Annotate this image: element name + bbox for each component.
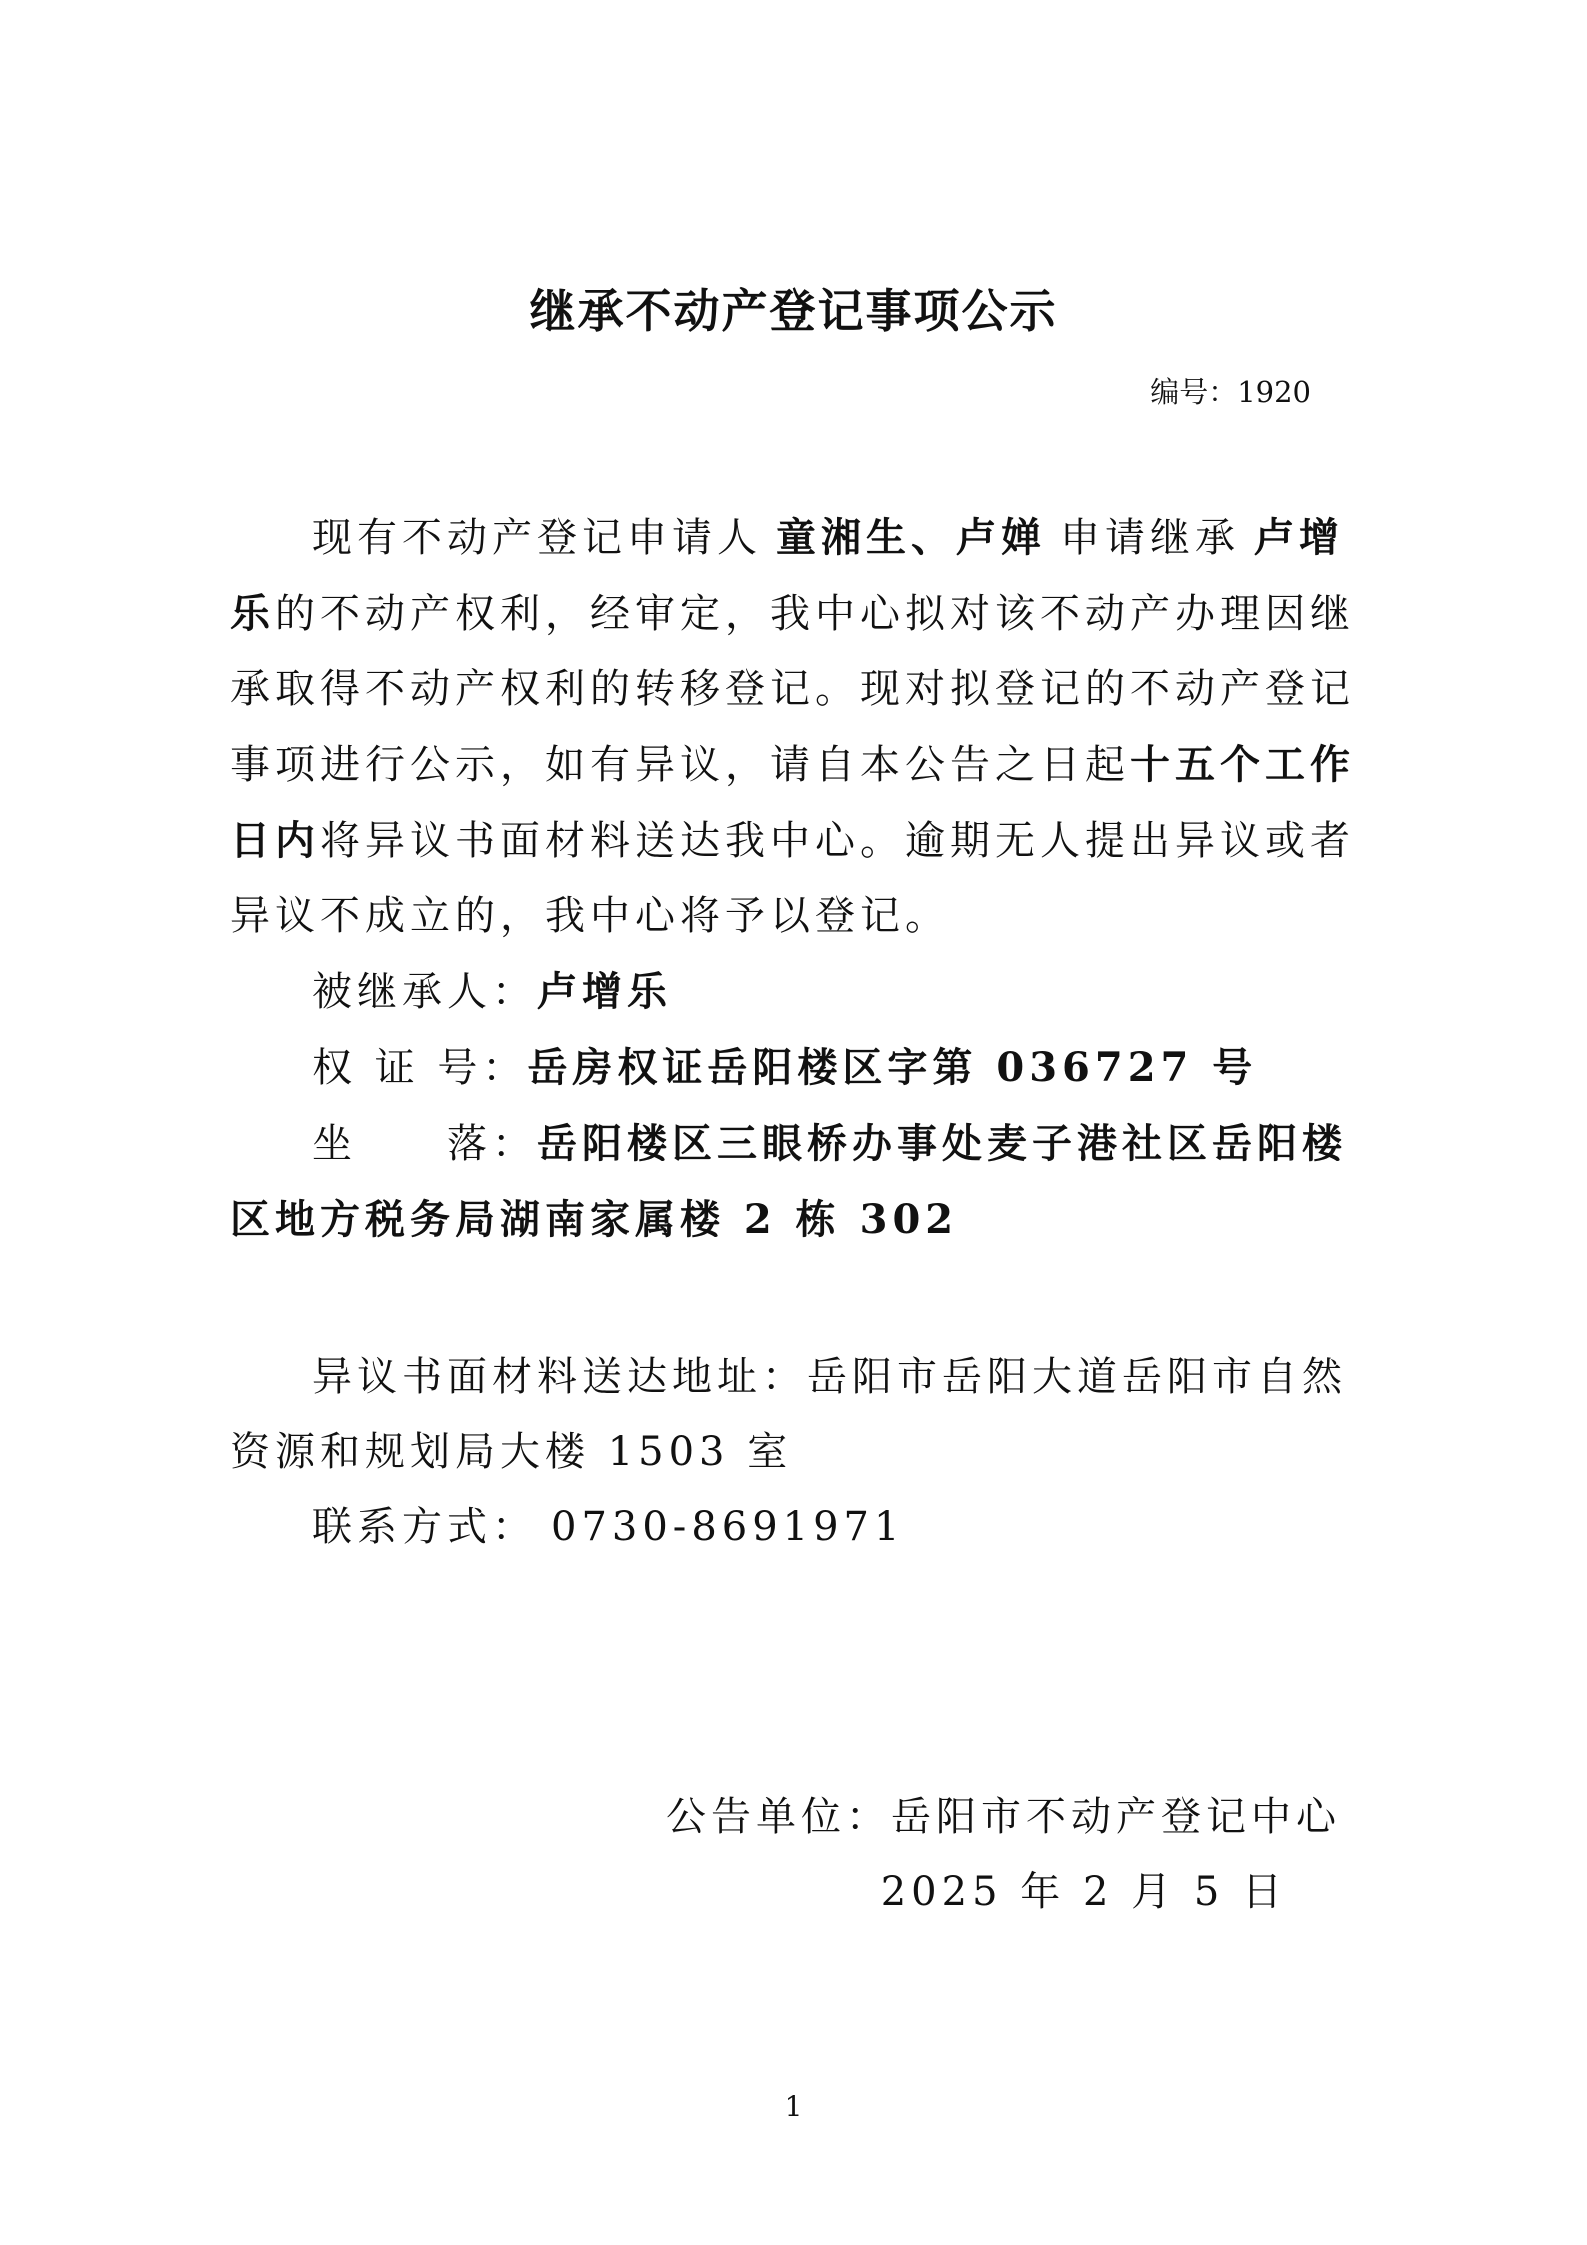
objection-deadline: 十五个工作日内 bbox=[230, 741, 1355, 864]
location-label: 坐 落： bbox=[312, 1121, 537, 1167]
notice-paragraph: 现有不动产登记申请人 童湘生、卢婵 申请继承 卢增乐的不动产权利，经审定，我中心拟对该不动产办理因继承取得不动产权利的转移登记。现对拟登记的不动产登记事项进行公示，如有异议，请自本公告之日起十五个工作日内将异议书面材料送达我中心。逾期无人提出异议或者异议不成立的，我中心将予以登记。 bbox=[230, 514, 1355, 939]
page-title: 继承不动产登记事项公示 bbox=[529, 284, 1058, 338]
certificate-label: 权 证 号： bbox=[312, 1045, 528, 1091]
decedent-value: 卢增乐 bbox=[537, 968, 672, 1015]
location-row bbox=[230, 1106, 1360, 1258]
contact-phone: 0730-8691971 bbox=[551, 1504, 905, 1550]
contact-label: 联系方式： bbox=[312, 1504, 537, 1550]
page-number: 1 bbox=[784, 2090, 803, 2123]
decedent-label: 被继承人： bbox=[312, 969, 537, 1015]
notice-body bbox=[230, 500, 1360, 1565]
certificate-value: 岳房权证岳阳楼区字第 036727 号 bbox=[527, 1044, 1258, 1091]
document-number: 编号：1920 bbox=[1150, 375, 1311, 409]
decedent-row bbox=[230, 954, 1360, 1030]
objection-address: 异议书面材料送达地址：岳阳市岳阳大道岳阳市自然资源和规划局大楼 1503 室 bbox=[230, 1354, 1347, 1475]
contact-row bbox=[230, 1490, 1360, 1565]
issue-date: 2025 年 2 月 5 日 bbox=[880, 1869, 1287, 1915]
certificate-row bbox=[230, 1030, 1360, 1106]
location-value: 岳阳楼区三眼桥办事处麦子港社区岳阳楼区地方税务局湖南家属楼 2 栋 302 bbox=[230, 1120, 1347, 1243]
decedent-name: 卢增乐 bbox=[230, 514, 1344, 637]
applicant-names: 童湘生、卢婵 bbox=[776, 514, 1046, 561]
issuer: 公告单位：岳阳市不动产登记中心 bbox=[666, 1794, 1341, 1840]
